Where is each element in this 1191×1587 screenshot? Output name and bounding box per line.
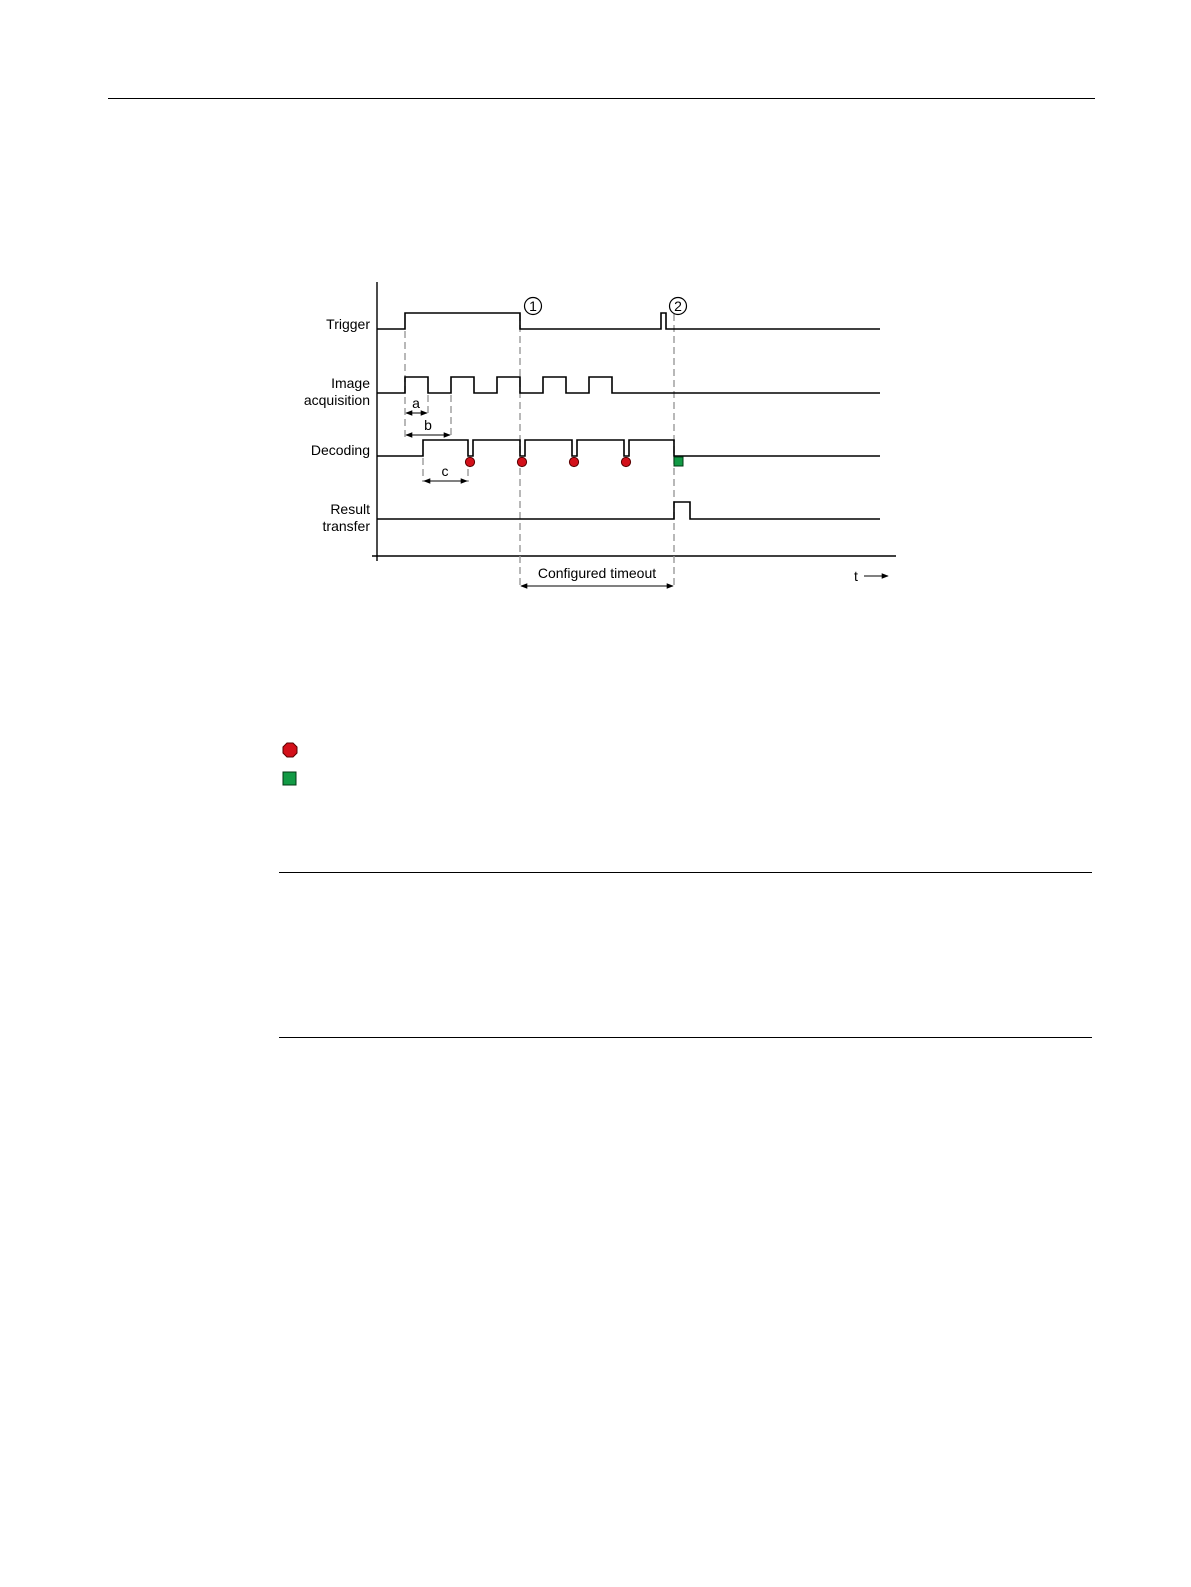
decoding-waveform	[377, 440, 880, 456]
legend-item-failed	[282, 742, 298, 758]
time-axis-label: t	[854, 568, 858, 584]
interval-c-label: c	[441, 463, 449, 479]
green-square-icon	[282, 771, 298, 787]
note-bottom-rule	[279, 1037, 1092, 1038]
image-acquisition-label-line2: acquisition	[303, 392, 370, 408]
result-transfer-waveform	[377, 502, 880, 519]
decoding-label: Decoding	[310, 442, 370, 458]
result-transfer-label-line2: transfer	[322, 518, 370, 534]
failed-decode-marker	[621, 457, 630, 466]
successful-decode-marker	[674, 457, 683, 466]
interval-b-label: b	[424, 417, 432, 433]
note-top-rule	[279, 872, 1092, 873]
red-octagon-icon	[282, 742, 298, 758]
image-acquisition-label-line1: Image	[331, 375, 370, 391]
trigger-label: Trigger	[326, 316, 370, 332]
interval-a-label: a	[412, 395, 420, 411]
failed-decode-marker	[569, 457, 578, 466]
marker-2-number: 2	[674, 298, 682, 314]
failed-decode-marker	[465, 457, 474, 466]
result-transfer-label-line1: Result	[330, 501, 370, 517]
configured-timeout-label: Configured timeout	[537, 565, 657, 581]
legend-item-success	[282, 771, 298, 787]
trigger-waveform	[377, 313, 880, 329]
failed-decode-marker	[517, 457, 526, 466]
marker-1-number: 1	[529, 298, 537, 314]
image-acquisition-waveform	[377, 377, 880, 393]
